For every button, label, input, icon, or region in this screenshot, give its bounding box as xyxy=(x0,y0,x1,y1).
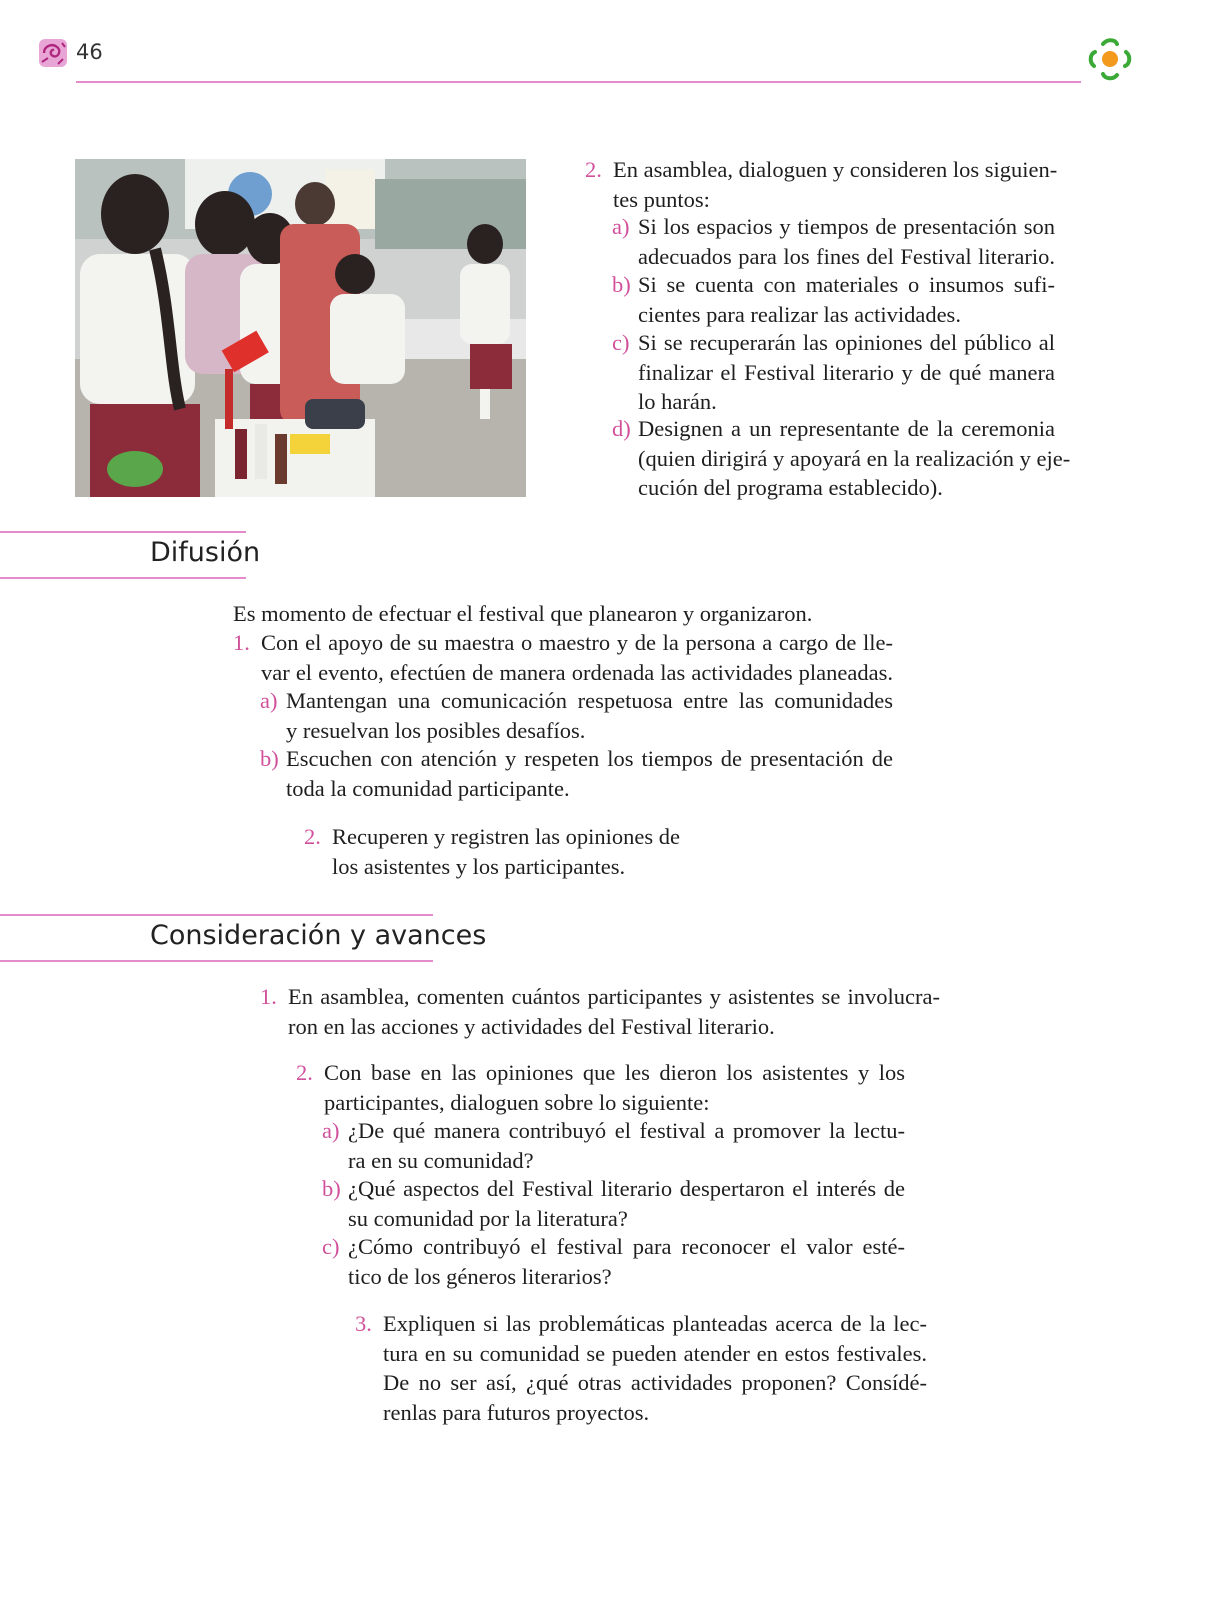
subitem-text-line: su comunidad por la literatura? xyxy=(348,1205,628,1231)
item-marker: 3. xyxy=(355,1311,372,1336)
item-marker: 2. xyxy=(296,1060,313,1085)
subitem-text-line: Si se cuenta con materiales o insumos sufi- xyxy=(638,272,1055,297)
subitem-marker: b) xyxy=(322,1176,341,1201)
list-item xyxy=(260,982,940,1041)
subitem-text-line: cientes para realizar las actividades. xyxy=(638,301,961,327)
header-rule xyxy=(76,81,1081,83)
item-text-line: renlas para futuros proyectos. xyxy=(383,1399,650,1425)
subitem-text-line: Designen a un representante de la ceremonia xyxy=(638,416,1055,441)
subitem-text-line: (quien dirigirá y apoyará en la realización y eje- xyxy=(638,445,1071,471)
section-title-difusion: Difusión xyxy=(150,537,261,568)
section-rule-top xyxy=(0,914,433,916)
item-marker: 2. xyxy=(585,157,602,182)
item-text-line: los asistentes y los participantes. xyxy=(332,853,626,879)
students-festival-photo xyxy=(75,159,526,497)
subitem-marker: a) xyxy=(322,1118,340,1143)
item-text-line: Expliquen si las problemáticas planteadas acerca de la lec- xyxy=(383,1311,927,1336)
list-item xyxy=(304,822,724,881)
section-title-consideracion: Consideración y avances xyxy=(150,920,487,951)
item-text-line: Recuperen y registren las opiniones de xyxy=(332,824,681,849)
pink-swirl-ornament-icon xyxy=(38,38,68,68)
subitem-text-line: y resuelvan los posibles desafíos. xyxy=(286,717,586,743)
subitem-text-line: ¿Cómo contribuyó el festival para reconocer el valor esté- xyxy=(348,1234,905,1259)
subitem-marker: b) xyxy=(260,746,279,771)
subitem-text-line: Mantengan una comunicación respetuosa entre las comunidades xyxy=(286,688,893,713)
item-text-line: En asamblea, comenten cuántos participantes y asistentes se involucra- xyxy=(288,984,940,1009)
subitem-text-line: finalizar el Festival literario y de qué manera xyxy=(638,359,1055,385)
list-subitem xyxy=(612,328,1055,417)
subitem-marker: b) xyxy=(612,272,631,297)
list-subitem xyxy=(322,1116,905,1175)
list-subitem xyxy=(322,1174,905,1233)
section-rule-top xyxy=(0,531,246,533)
list-item xyxy=(355,1309,927,1427)
list-item xyxy=(585,155,1058,214)
section-rule-bottom xyxy=(0,577,246,579)
subitem-text-line: tico de los géneros literarios? xyxy=(348,1263,612,1289)
item-text-line: En asamblea, dialoguen y consideren los siguien- xyxy=(613,157,1058,182)
subitem-text-line: adecuados para los fines del Festival literario. xyxy=(638,243,1055,269)
item-text-line: tes puntos: xyxy=(613,186,710,212)
subitem-text-line: ¿Qué aspectos del Festival literario despertaron el interés de xyxy=(348,1176,905,1201)
list-subitem xyxy=(260,686,893,745)
subitem-text-line: cución del programa establecido). xyxy=(638,475,943,500)
subitem-text-line: ra en su comunidad? xyxy=(348,1147,534,1173)
item-marker: 1. xyxy=(233,630,250,655)
list-item xyxy=(233,628,893,687)
list-subitem xyxy=(322,1232,905,1291)
list-subitem xyxy=(612,212,1055,271)
item-marker: 1. xyxy=(260,984,277,1009)
item-text-line: Con el apoyo de su maestra o maestro y de la persona a cargo de lle- xyxy=(261,630,893,655)
subitem-text-line: ¿De qué manera contribuyó el festival a promover la lectu- xyxy=(348,1118,905,1143)
item-text-line: var el evento, efectúen de manera ordenada las actividades planeadas. xyxy=(261,659,893,685)
list-subitem xyxy=(612,414,1071,503)
item-text-line: tura en su comunidad se pueden atender en estos festivales. xyxy=(383,1340,927,1366)
page-number: 46 xyxy=(76,40,103,64)
subitem-text-line: Escuchen con atención y respeten los tiempos de presentación de xyxy=(286,746,893,771)
list-subitem xyxy=(612,270,1055,329)
subitem-marker: c) xyxy=(322,1234,340,1259)
subitem-text-line: Si se recuperarán las opiniones del público al xyxy=(638,330,1055,355)
subitem-text-line: lo harán. xyxy=(638,389,717,414)
item-marker: 2. xyxy=(304,824,321,849)
list-item xyxy=(296,1058,905,1117)
subitem-marker: a) xyxy=(260,688,278,713)
subitem-marker: c) xyxy=(612,330,630,355)
subitem-text-line: toda la comunidad participante. xyxy=(286,775,570,801)
item-text-line: Con base en las opiniones que les dieron los asistentes y los xyxy=(324,1060,905,1085)
subitem-marker: a) xyxy=(612,214,630,239)
section-rule-bottom xyxy=(0,960,433,962)
difusion-intro: Es momento de efectuar el festival que planearon y organizaron. xyxy=(233,601,813,626)
green-orange-flower-icon xyxy=(1086,35,1134,83)
subitem-marker: d) xyxy=(612,416,631,441)
item-text-line: ron en las acciones y actividades del Festival literario. xyxy=(288,1013,775,1039)
subitem-text-line: Si los espacios y tiempos de presentación son xyxy=(638,214,1055,239)
item-text-line: participantes, dialoguen sobre lo siguiente: xyxy=(324,1089,710,1115)
list-subitem xyxy=(260,744,893,803)
item-text-line: De no ser así, ¿qué otras actividades proponen? Consídé- xyxy=(383,1370,927,1395)
